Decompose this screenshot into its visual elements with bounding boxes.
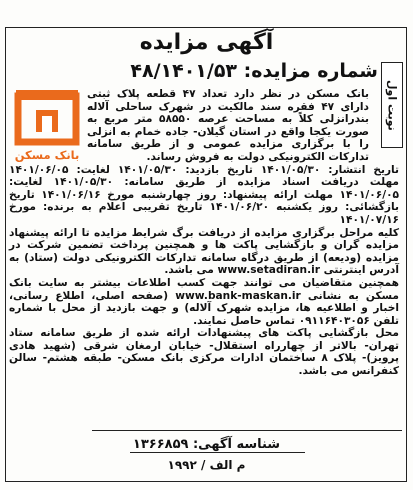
process-text-end: می باشد. <box>164 264 214 277</box>
footer-divider <box>130 452 305 454</box>
schedule-paragraph: تاریخ انتشار: ۱۴۰۱/۰۵/۳۰ تاریخ بازدید: ۱۴۰۱/۰۵/۳۰ لغایت: ۱۴۰۱/۰۶/۰۵ مهلت دریافت اسناد مزایده از طریق سامانه: ۱۴۰۱/۰۵/۳۰ لغایت: ۱۴۰۱/۰۶/۰۵ مهلت ارائه پیشنهاد: روز چهارشنبه مورخ ۱۴۰۱/۰۶/۱۶ تاریخ بازگشائی: روز یکشنبه ۱۴۰۱/۰۶/۲۰ تاریخ تقریبی اعلام به برنده: مورخ ۱۴۰۱/۰۷/۱۶ <box>9 163 400 226</box>
auction-number: شماره مزایده: ۴۸/۱۴۰۱/۵۳ <box>130 60 378 82</box>
logo-label: بانک مسکن <box>14 148 80 162</box>
info-text-end: (صفحه اصلی، اطلاع رسانی، اخبار و اطلاعیه ها، مزایده شهرک آلاله) و جهت بازدید از محل با شماره تلفن ۰۹۱۱۶۴۰۳۰۵۶ تماس حاصل نمایند. <box>9 289 399 327</box>
footer-divider-top <box>92 430 402 431</box>
process-paragraph <box>9 227 399 277</box>
process-text: کلیه مراحل برگزاری مزایده از دریافت برگ شرایط مزایده تا ارائه پیشنهاد مزایده گران و بازگشایی پاکت ها و همچنین پرداخت تضمین شرکت در مزایده (ودیعه) از طریق درگاه سامانه تدارکات الکترونیکی دولت (ستاد) به آدرس اینترنتی <box>9 226 399 277</box>
info-paragraph <box>9 277 399 327</box>
opening-location-paragraph: محل بازگشایی پاکت های پیشنهادات ارائه شده از طریق سامانه ستاد تهران- بالاتر از چهارراه استقلال- خیابان ارمغان شرقی (شهید هادی پرویز)- پلاک ۸ ساختمان ادارات مرکزی بانک مسکن- طبقه هشتم- سالن کنفرانس می باشد. <box>9 327 399 378</box>
intro-paragraph: بانک مسکن در نظر دارد تعداد ۴۷ قطعه پلاک ثبتی دارای ۴۷ فقره سند مالکیت در شهرک ساحلی آلاله بندرانزلی کلاً به مساحت عرصه ۵۸۵۵۰ متر مربع به صورت یکجا واقع در استان گیلان- جاده خمام به انزلی را با برگزاری مزایده عمومی و از طریق سامانه تدارکات الکترونیکی دولت به فروش رساند. <box>87 88 369 163</box>
bank-maskan-link[interactable]: www.bank-maskan.ir <box>175 289 301 302</box>
publication-round-label: نوبت اول <box>385 79 399 131</box>
info-text: همچنین متقاضیان می توانند جهت کسب اطلاعات بیشتر به سایت بانک مسکن به نشانی <box>9 276 399 302</box>
ad-code-line: م الف / ۱۹۹۲ <box>167 458 246 472</box>
ad-id-line: شناسه آگهی: ۱۳۶۶۸۵۹ <box>132 437 281 452</box>
setadiran-link[interactable]: www.setadiran.ir <box>217 264 320 277</box>
notice-body <box>9 88 399 378</box>
notice-title: آگهی مزایده <box>139 30 274 55</box>
